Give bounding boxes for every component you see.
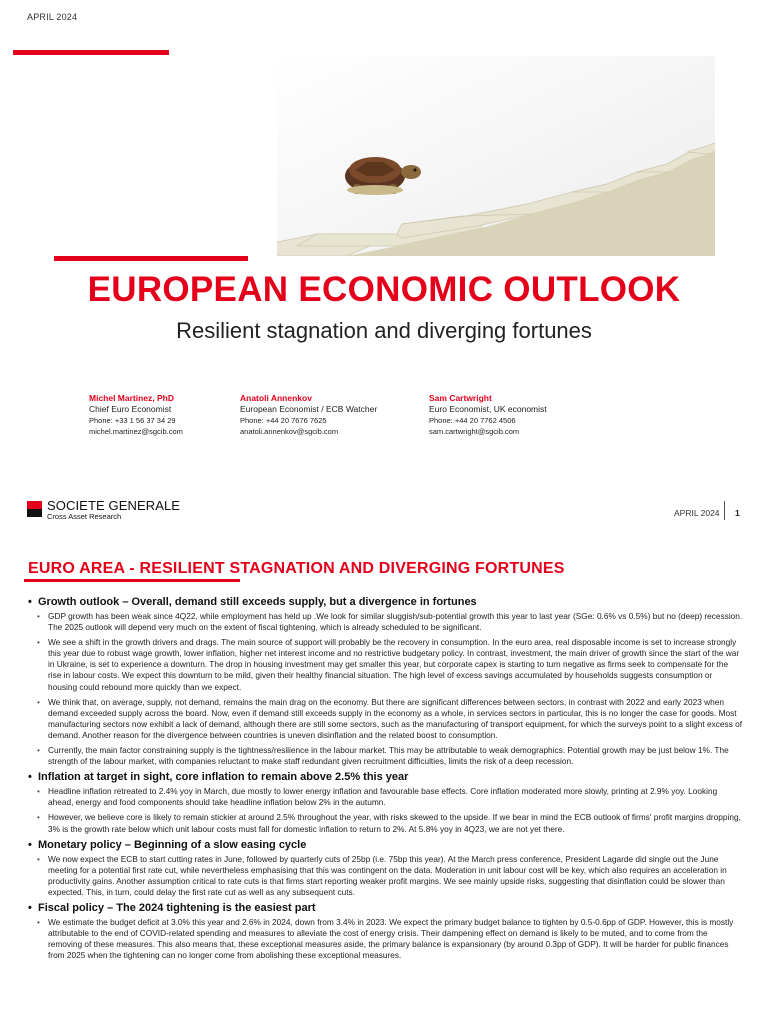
author-email[interactable]: anatoli.annenkov@sgcib.com bbox=[240, 427, 339, 436]
body-paragraph: • Currently, the main factor constraining supply is the tightness/resilience in the labour market. This may be attributable to weak demographics. Potential growth may be just below 1%. The strength of the labour market, with companies reluctant to make staff redundant given recruitment difficulties, limits the risk of a deep recession. bbox=[28, 745, 743, 767]
author-phone: Phone: +33 1 56 37 34 29 bbox=[89, 416, 176, 425]
report-body bbox=[28, 596, 743, 965]
author-phone: Phone: +44 20 7676 7625 bbox=[240, 416, 327, 425]
body-paragraph: • We estimate the budget deficit at 3.0% this year and 2.6% in 2024, down from 3.4% in 2023. We expect the primary budget balance to tighten by 0.5-0.6pp of GDP. However, this is mostly attributable to the end of COVID-related spending and measures to alleviate the cost of energy crisis. Their dampening effect on demand is likely to be muted, and to come from the removing of these measures. This also means that, these exceptional measures aside, the primary balance is expansionary (by around 0.3pp of GDP). It will be harder for public finances from 2025 when the tightening can no longer come from abolishing these exceptional measures. bbox=[28, 917, 743, 961]
section-underline bbox=[24, 579, 240, 582]
author-email[interactable]: michel.martinez@sgcib.com bbox=[89, 427, 183, 436]
body-paragraph: • We see a shift in the growth drivers and drags. The main source of support will probably be the recovery in consumption. In the euro area, real disposable income is set to increase strongly this year due to robust wage growth, lower inflation, higher net interest income and no restrictive budgetary policy. In contrast, investment, the main driver of growth since the start of the war in Ukraine, is set to experience a downturn. The drop in housing investment may get smaller this year, but corporate capex is starting to turn negative as firms seek to compensate for the rise in labour costs. We expect this downturn to be mild, given their healthy financial situation. The high level of excess savings accumulated by households suggests consumption or housing could rebound more quickly than we expect. bbox=[28, 637, 743, 692]
stairs-illustration bbox=[277, 56, 715, 256]
red-accent-bar bbox=[54, 256, 248, 261]
author-role: Euro Economist, UK economist bbox=[429, 404, 547, 414]
author-name: Michel Martinez, PhD bbox=[89, 393, 175, 403]
footer-date: APRIL 2024 bbox=[674, 508, 720, 518]
cover-image-turtle-on-stairs bbox=[277, 56, 715, 256]
brand-name: SOCIETE GENERALE bbox=[47, 498, 181, 513]
section-heading: • Growth outlook – Overall, demand still exceeds supply, but a divergence in fortunes bbox=[28, 596, 743, 608]
body-paragraph: • Headline inflation retreated to 2.4% yoy in March, due mostly to lower energy inflation and favourable base effects. Core inflation moderated more slowly, printing at 2.9% yoy. Looking ahead, energy and food components should take headline inflation below 2% in the autumn. bbox=[28, 786, 743, 808]
body-paragraph: • However, we believe core is likely to remain stickier at around 2.5% throughout the year, with risks skewed to the upside. If we bear in mind the ECB outlook of firms' profit margins dropping, 3% is the growth rate below which unit labour costs must fall for domestic inflation to return to 2%. At 5.8% yoy in 4Q23, we are not yet there. bbox=[28, 812, 743, 834]
author-role: Chief Euro Economist bbox=[89, 404, 172, 414]
report-subtitle: Resilient stagnation and diverging fortunes bbox=[176, 318, 592, 343]
author-card bbox=[240, 393, 377, 437]
logo-square-icon bbox=[27, 501, 42, 517]
section-title: EURO AREA - RESILIENT STAGNATION AND DIVERGING FORTUNES bbox=[28, 560, 565, 577]
section-heading: • Monetary policy – Beginning of a slow easing cycle bbox=[28, 839, 743, 851]
footer-divider bbox=[724, 501, 725, 520]
body-paragraph: • We think that, on average, supply, not demand, remains the main drag on the economy. But there are significant differences between sectors, in contrast with 2022 and early 2023 when demand exceeded supply across the board. Now, even if demand still exceeds supply in the economy as a whole, in services sectors in particular, this is no longer the case for goods. Most manufacturing sectors now exhibit a lack of demand, although there are still some sectors, such as the manufacturing of transport equipment, for which the surveys point to a slight excess of demand. Another reason for the divergence between countries is uneven disinflation and the related boost to consumption. bbox=[28, 697, 743, 741]
page-number: 1 bbox=[735, 508, 740, 518]
author-email[interactable]: sam.cartwright@sgcib.com bbox=[429, 427, 520, 436]
author-card bbox=[89, 393, 183, 437]
body-paragraph: • GDP growth has been weak since 4Q22, while employment has held up .We look for similar sluggish/sub-potential growth this year to last year (SGe: 0.6% vs 0.5%) but no (deep) recession. The 2025 outlook will depend very much on the extent of fiscal tightening, which is already scheduled to be significant. bbox=[28, 611, 743, 633]
body-paragraph: • We now expect the ECB to start cutting rates in June, followed by quarterly cuts of 25bp (i.e. 75bp this year). At the March press conference, President Lagarde did single out the June meeting for a potential first rate cut, while nevertheless emphasising that this was contingent on the data. Moderation in unit labour cost will be key, which also requires an acceleration in productivity gains. Another assumption critical to rate cuts is that firms start reporting weaker profit margins. We see mainly upside risks, suggesting that disinflation could be slower than expected. This, in turn, could delay the first rate cut as well as any subsequent cuts. bbox=[28, 854, 743, 898]
societe-generale-logo bbox=[27, 499, 197, 521]
section-heading: • Fiscal policy – The 2024 tightening is the easiest part bbox=[28, 902, 743, 914]
author-phone: Phone: +44 20 7762 4506 bbox=[429, 416, 516, 425]
author-card bbox=[429, 393, 547, 437]
report-title: EUROPEAN ECONOMIC OUTLOOK bbox=[87, 270, 681, 309]
red-accent-bar bbox=[13, 50, 169, 55]
author-name: Anatoli Annenkov bbox=[240, 393, 312, 403]
brand-subtitle: Cross Asset Research bbox=[47, 512, 122, 521]
cover-date: APRIL 2024 bbox=[27, 12, 78, 22]
author-name: Sam Cartwright bbox=[429, 393, 492, 403]
section-heading: • Inflation at target in sight, core inflation to remain above 2.5% this year bbox=[28, 771, 743, 783]
author-role: European Economist / ECB Watcher bbox=[240, 404, 378, 414]
